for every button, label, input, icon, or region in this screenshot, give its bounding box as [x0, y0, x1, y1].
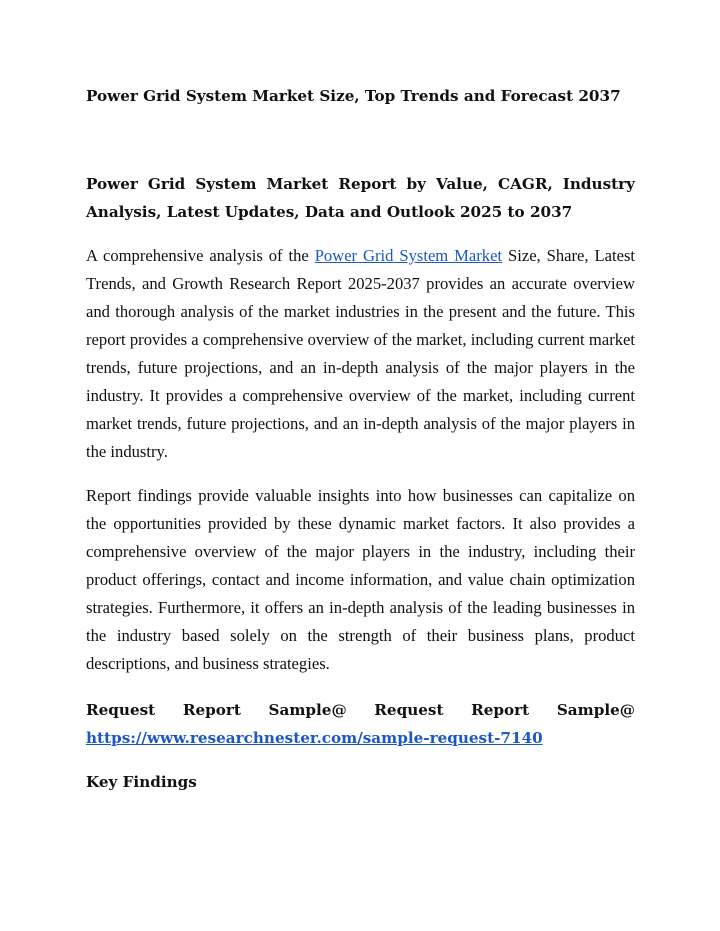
request-word: Report [182, 701, 241, 719]
intro-paragraph [86, 242, 635, 466]
sample-request-link[interactable]: https://www.researchnester.com/sample-request-7140 [86, 729, 543, 747]
request-word: Request [86, 701, 156, 719]
intro-text-after-link: Size, Share, Latest Trends, and Growth Research Report 2025-2037 provides an accurate overview and thorough analysis of the market industries in the present and the future. This report provides a comprehensive overview of the market, including current market trends, future projections, and an in-depth analysis of the major players in the industry. It provides a comprehensive overview of the market, including current market trends, future projections, and an in-depth analysis of the major players in the industry. [86, 246, 636, 461]
section-heading: Power Grid System Market Report by Value, CAGR, Industry Analysis, Latest Updates, Data and Outlook 2025 to 2037 [86, 175, 635, 221]
request-word: Request [374, 701, 444, 719]
request-sample-block [86, 696, 635, 752]
market-report-link[interactable]: Power Grid System Market [314, 246, 503, 265]
request-word: Sample@ [268, 701, 347, 719]
intro-text-before-link: A comprehensive analysis of the [86, 246, 315, 265]
request-sample-label [86, 696, 635, 724]
findings-paragraph: Report findings provide valuable insights into how businesses can capitalize on the opportunities provided by these dynamic market factors. It also provides a comprehensive overview of the major players in the industry, including their product offerings, contact and income information, and value chain optimization strategies. Furthermore, it offers an in-depth analysis of the leading businesses in the industry based solely on the strength of their business plans, product descriptions, and business strategies. [86, 486, 635, 673]
request-word: Report [471, 701, 530, 719]
key-findings-heading: Key Findings [86, 773, 197, 791]
document-title: Power Grid System Market Size, Top Trends and Forecast 2037 [86, 87, 621, 105]
request-word: Sample@ [556, 701, 635, 719]
